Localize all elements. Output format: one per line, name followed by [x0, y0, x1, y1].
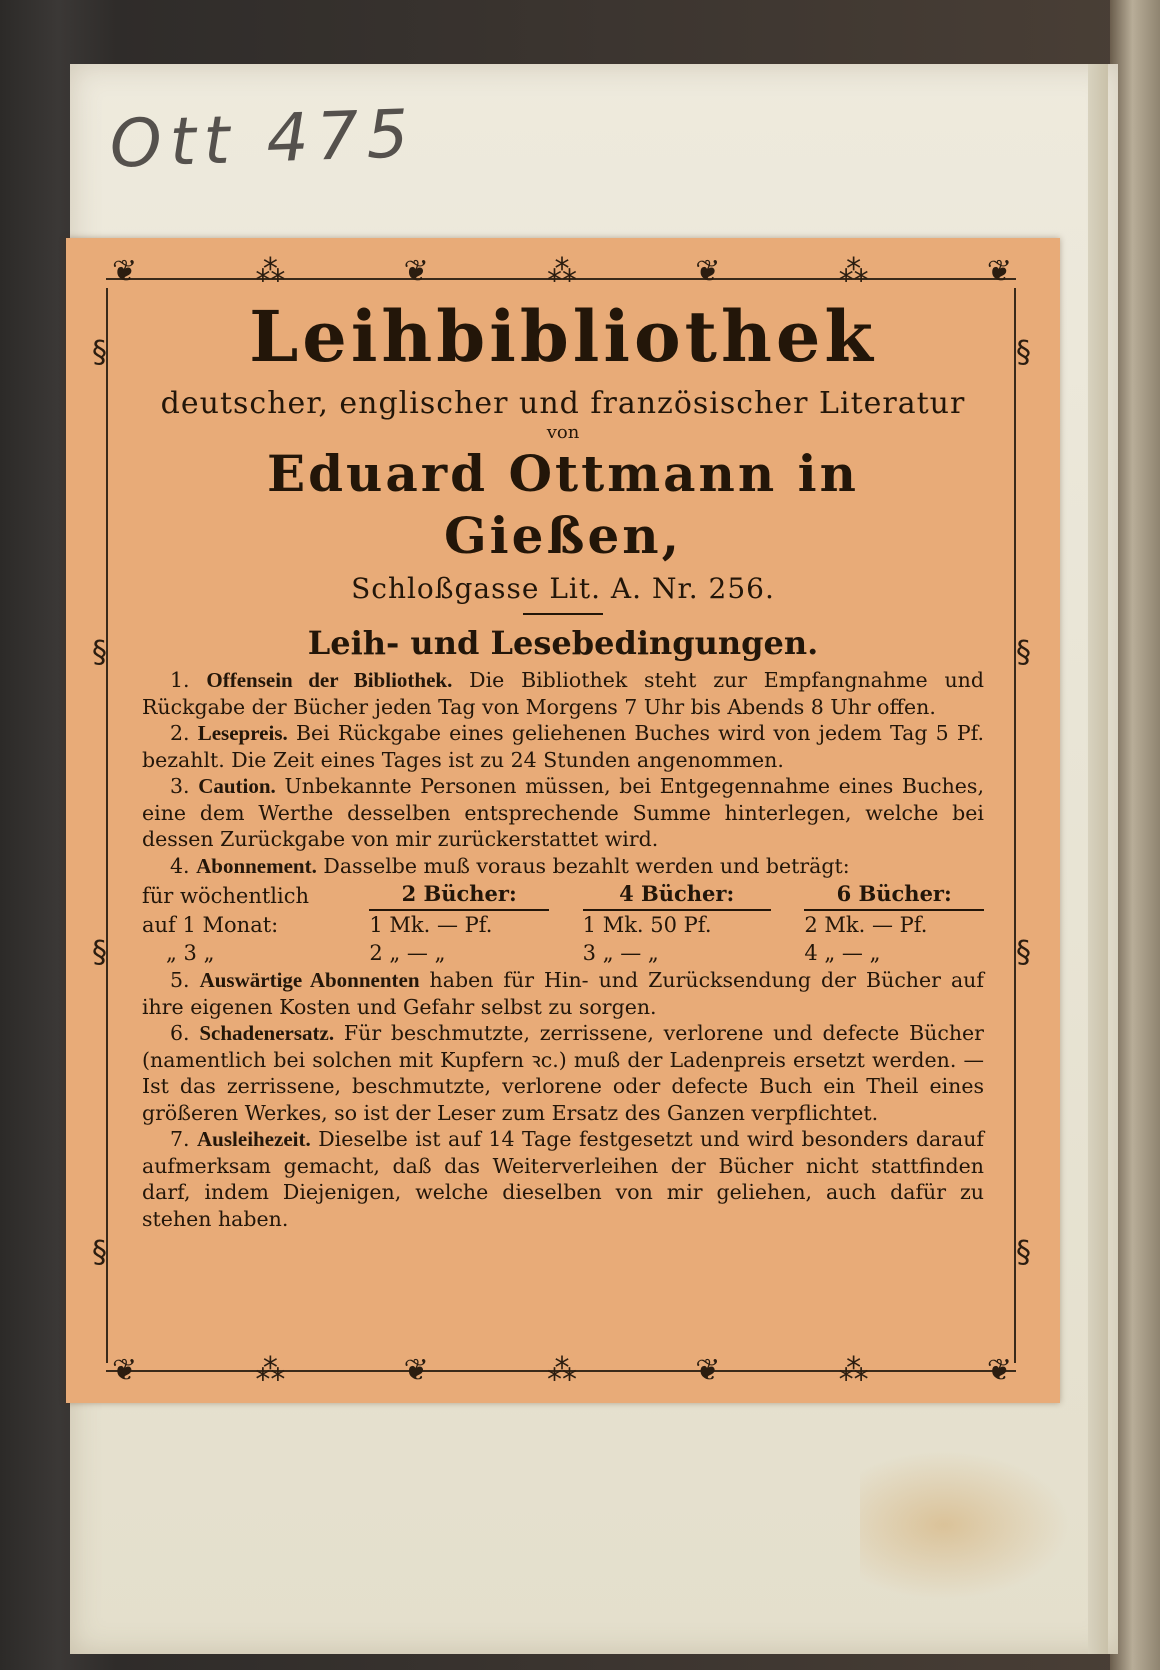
fee-row-label: „ 3 „	[166, 941, 215, 965]
scroll-ornament-icon: §	[92, 335, 107, 370]
fee-row-label: auf 1 Monat:	[142, 913, 279, 937]
label-by: von	[546, 422, 580, 443]
condition-item	[142, 1020, 984, 1126]
condition-text: Für beschmutzte, zerrissene, verlorene und defecte Bücher (namentlich bei solchen mit Kupfern ꝛc.) muß der Ladenpreis ersetzt werden. — Ist das zerrissene, beschmutzte, verlorene oder defecte Buch ein Theil eines größeren Werkes, so ist der Leser zum Ersatz des Ganzen verpflichtet.	[142, 1021, 984, 1125]
scroll-ornament-icon: ❦	[695, 254, 721, 289]
condition-number: 1.	[170, 668, 190, 692]
fee-cell: 2 „ — „	[369, 941, 446, 965]
condition-heading: Caution.	[198, 774, 276, 798]
condition-heading: Abonnement.	[196, 853, 317, 878]
scroll-ornament-icon: ❦	[403, 1353, 429, 1388]
condition-text: haben für Hin- und Zurücksendung der Bücher auf ihre eigenen Kosten und Gefahr selbst zu sorgen.	[142, 968, 984, 1019]
fee-cell: 1 Mk. 50 Pf.	[582, 913, 712, 937]
scroll-ornament-icon: ❦	[403, 254, 429, 289]
scroll-ornament-icon: ⁂	[838, 254, 869, 289]
scroll-ornament-icon: ❦	[695, 1353, 721, 1388]
fee-column-header: 6 Bücher:	[804, 879, 984, 910]
condition-item	[142, 720, 984, 773]
condition-text: Dasselbe muß voraus bezahlt werden und beträgt:	[323, 853, 850, 878]
scroll-ornament-icon: §	[1016, 1235, 1031, 1270]
condition-text: Dieselbe ist auf 14 Tage festgesetzt und wird besonders darauf aufmerksam gemacht, daß das Weiterverleihen der Bücher nicht stattfinden darf, indem Diejenigen, welche dieselben von mir geliehen, auch dafür zu stehen haben.	[142, 1127, 984, 1231]
fee-column-header: 2 Bücher:	[369, 879, 549, 910]
condition-heading: Auswärtige Abonnenten	[199, 968, 420, 992]
label-subtitle: deutscher, englischer und französischer Literatur	[160, 386, 966, 421]
handwritten-shelfmark: Ott 475	[108, 95, 418, 183]
condition-number: 6.	[170, 1021, 190, 1045]
frame-bottom-ornaments	[112, 1353, 1012, 1388]
proprietor-address: Schloßgasse Lit. A. Nr. 256.	[351, 572, 775, 605]
condition-text: Unbekannte Personen müssen, bei Entgegennahme eines Buches, eine dem Werthe desselben entsprechende Summe hinterlegen, welche bei dessen Zurückgabe von mir zurückerstattet wird.	[142, 774, 984, 851]
fee-cell: 4 „ — „	[804, 941, 881, 965]
condition-text: Bei Rückgabe eines geliehenen Buches wird von jedem Tag 5 Pf. bezahlt. Die Zeit eines Tages ist zu 24 Stunden angenommen.	[142, 721, 984, 772]
scroll-ornament-icon: §	[92, 935, 107, 970]
condition-number: 3.	[170, 774, 190, 798]
scroll-ornament-icon: ❦	[986, 254, 1012, 289]
label-title: Leihbibliothek	[249, 295, 877, 378]
frame-left-rule	[106, 288, 108, 1363]
condition-number: 7.	[170, 1127, 190, 1151]
scroll-ornament-icon: ⁂	[255, 1353, 286, 1388]
condition-item	[142, 1126, 984, 1232]
scroll-ornament-icon: §	[92, 635, 107, 670]
scroll-ornament-icon: ⁂	[546, 254, 577, 289]
scroll-ornament-icon: ⁂	[546, 1353, 577, 1388]
condition-heading: Offensein der Bibliothek.	[206, 668, 453, 692]
fee-cell: 3 „ — „	[582, 941, 659, 965]
fee-table-row	[142, 910, 984, 939]
fee-cell: 2 Mk. — Pf.	[804, 913, 928, 937]
scroll-ornament-icon: ❦	[112, 254, 138, 289]
scroll-ornament-icon: ❦	[986, 1353, 1012, 1388]
library-bookplate-label	[66, 238, 1060, 1403]
scroll-ornament-icon: ⁂	[838, 1353, 869, 1388]
condition-item	[142, 853, 984, 880]
scroll-ornament-icon: §	[1016, 635, 1031, 670]
proprietor-name: Eduard Ottmann in Gießen,	[266, 444, 860, 565]
subscription-fee-table	[142, 879, 984, 967]
condition-number: 5.	[170, 968, 190, 992]
scroll-ornament-icon: ⁂	[255, 254, 286, 289]
condition-heading: Ausleihezeit.	[197, 1127, 311, 1151]
scroll-ornament-icon: §	[1016, 935, 1031, 970]
scroll-ornament-icon: ❦	[112, 1353, 138, 1388]
condition-number: 2.	[170, 721, 190, 745]
condition-heading: Schadenersatz.	[199, 1021, 335, 1045]
label-text-block	[142, 293, 984, 1232]
condition-heading: Lesepreis.	[197, 721, 288, 745]
fee-column-header: 4 Bücher:	[583, 879, 771, 910]
fee-header-label: für wöchentlich	[142, 884, 310, 908]
fee-cell: 1 Mk. — Pf.	[369, 913, 493, 937]
condition-text: Die Bibliothek steht zur Empfangnahme und Rückgabe der Bücher jeden Tag von Morgens 7 Uhr bis Abends 8 Uhr offen.	[142, 668, 984, 719]
condition-item	[142, 667, 984, 720]
paper-stain	[860, 1450, 1070, 1600]
fee-table-row	[142, 939, 984, 967]
condition-item	[142, 773, 984, 853]
endpaper-edge	[1088, 64, 1108, 1654]
scroll-ornament-icon: §	[92, 1235, 107, 1270]
frame-right-rule	[1014, 288, 1016, 1363]
divider	[523, 613, 603, 615]
condition-item	[142, 967, 984, 1020]
frame-top-ornaments	[112, 254, 1012, 289]
conditions-heading: Leih- und Lesebedingungen.	[307, 624, 819, 662]
fee-table-header	[142, 879, 984, 910]
scroll-ornament-icon: §	[1016, 335, 1031, 370]
condition-number: 4.	[170, 853, 190, 878]
conditions-list	[142, 667, 984, 1232]
